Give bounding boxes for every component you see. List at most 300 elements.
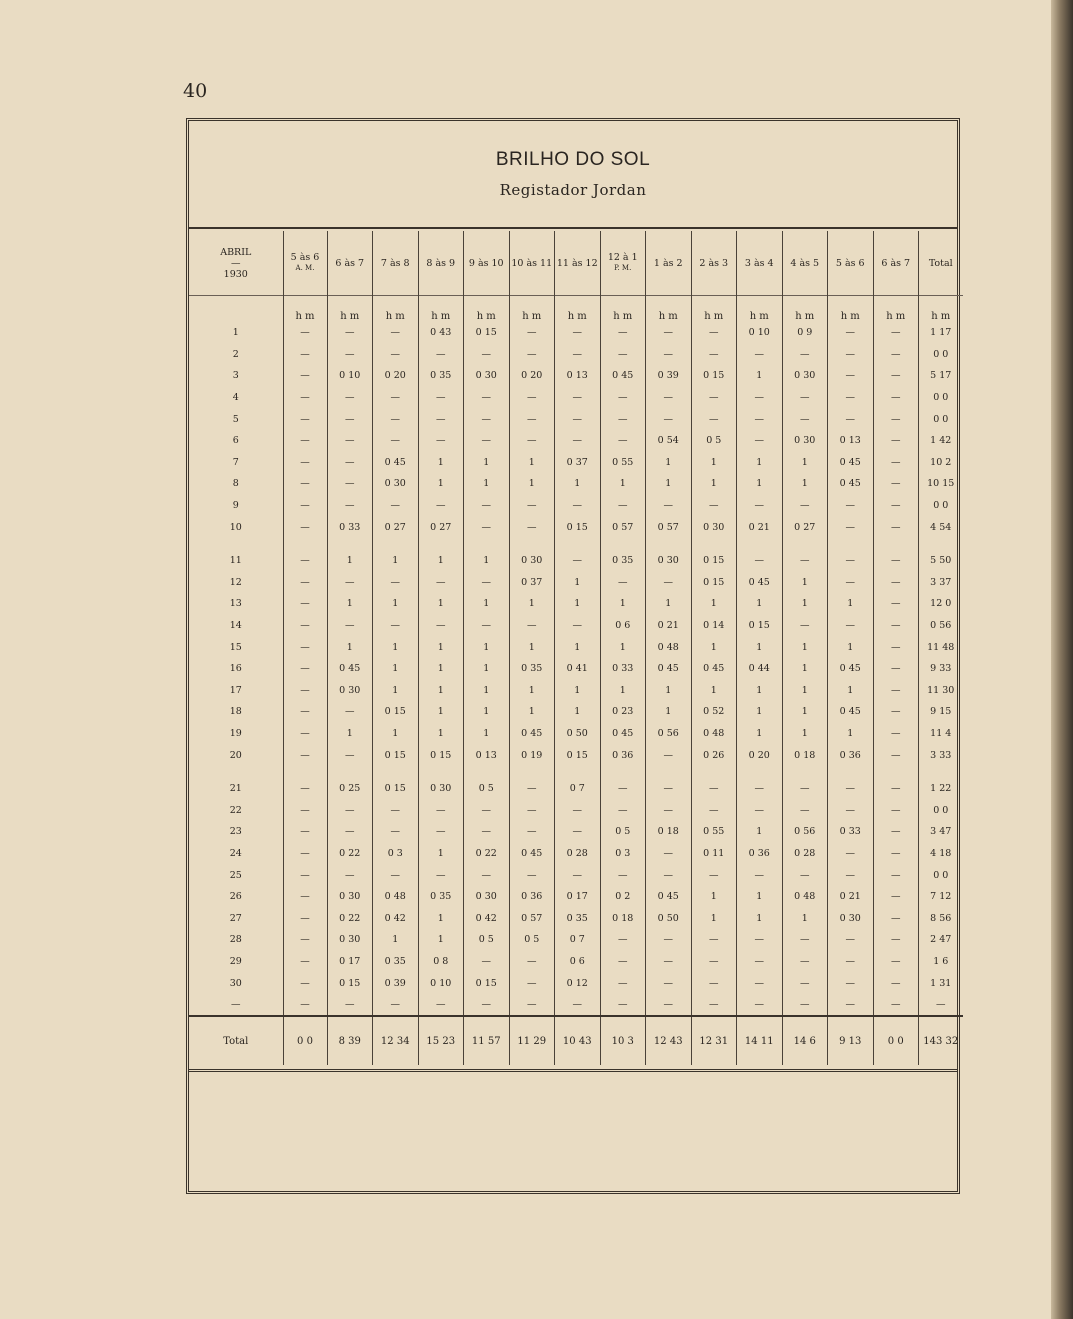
spacer-cell — [464, 766, 510, 778]
spacer-cell — [919, 766, 963, 778]
value-cell: 11 30 — [919, 680, 963, 702]
table-row — [189, 550, 963, 572]
column-header-label: 10 às 11 — [511, 257, 553, 269]
value-cell: — — [691, 972, 737, 994]
total-cell: 143 32 — [919, 1016, 963, 1065]
value-cell: — — [418, 864, 464, 886]
value-cell: 1 — [691, 452, 737, 474]
value-cell: 0 30 — [828, 907, 874, 929]
column-header — [646, 231, 692, 296]
unit-label: h m — [464, 296, 510, 323]
value-cell: — — [509, 344, 555, 366]
value-cell: 0 45 — [509, 843, 555, 865]
value-cell: — — [828, 864, 874, 886]
value-cell: 1 22 — [919, 778, 963, 800]
table-row — [189, 452, 963, 474]
value-cell: 1 — [600, 473, 646, 495]
day-cell: — — [231, 999, 241, 1011]
value-cell: 1 — [782, 723, 828, 745]
value-cell: — — [737, 929, 783, 951]
value-cell: 1 — [373, 680, 419, 702]
value-cell: 0 22 — [464, 843, 510, 865]
value-cell: 1 — [418, 473, 464, 495]
table-row — [189, 572, 963, 594]
value-cell: 0 0 — [919, 408, 963, 430]
value-cell: 0 56 — [919, 615, 963, 637]
value-cell: 1 — [646, 701, 692, 723]
day-cell: 5 — [232, 413, 239, 425]
value-cell: 1 — [782, 680, 828, 702]
value-cell: 0 2 — [600, 886, 646, 908]
value-cell: — — [782, 799, 828, 821]
value-cell: 1 — [737, 636, 783, 658]
value-cell: — — [873, 636, 919, 658]
value-cell: — — [373, 322, 419, 344]
value-cell: 10 15 — [919, 473, 963, 495]
column-header — [782, 231, 828, 296]
value-cell: 1 — [737, 723, 783, 745]
value-cell: — — [373, 821, 419, 843]
day-cell: 3 — [232, 370, 239, 382]
value-cell: 0 0 — [919, 495, 963, 517]
value-cell: — — [873, 864, 919, 886]
value-cell: 0 0 — [919, 344, 963, 366]
value-cell: — — [828, 799, 874, 821]
value-cell: — — [600, 972, 646, 994]
total-cell: 9 13 — [828, 1016, 874, 1065]
value-cell: 0 45 — [646, 886, 692, 908]
total-cell: 0 0 — [873, 1016, 919, 1065]
value-cell: — — [600, 864, 646, 886]
value-cell: 1 — [373, 593, 419, 615]
value-cell: 0 33 — [327, 516, 373, 538]
value-cell: — — [555, 430, 601, 452]
value-cell: — — [782, 994, 828, 1017]
total-cell: 8 39 — [327, 1016, 373, 1065]
value-cell: — — [509, 408, 555, 430]
value-cell: — — [327, 572, 373, 594]
value-cell: — — [418, 821, 464, 843]
total-cell: 10 3 — [600, 1016, 646, 1065]
value-cell: 3 33 — [919, 744, 963, 766]
value-cell: — — [509, 516, 555, 538]
value-cell: 1 — [691, 473, 737, 495]
column-header-sub: A. M. — [295, 264, 315, 272]
value-cell: — — [737, 778, 783, 800]
value-cell: — — [782, 615, 828, 637]
page-number: 40 — [183, 80, 208, 102]
table-row — [189, 951, 963, 973]
total-cell: 12 31 — [691, 1016, 737, 1065]
value-cell: 0 48 — [782, 886, 828, 908]
value-cell: 0 45 — [509, 723, 555, 745]
value-cell: 1 — [464, 452, 510, 474]
value-cell: 1 — [464, 550, 510, 572]
value-cell: — — [646, 322, 692, 344]
spacer-cell — [782, 766, 828, 778]
column-header-label: 11 às 12 — [556, 257, 598, 269]
value-cell: — — [555, 387, 601, 409]
value-cell: — — [555, 322, 601, 344]
day-cell: 11 — [229, 555, 242, 567]
value-cell: — — [283, 473, 327, 495]
value-cell: 0 45 — [373, 452, 419, 474]
spacer-cell — [555, 538, 601, 550]
value-cell: 0 44 — [737, 658, 783, 680]
value-cell: 0 20 — [509, 365, 555, 387]
day-cell: 28 — [229, 934, 242, 946]
column-header-label: 7 às 8 — [380, 257, 410, 269]
value-cell: 0 35 — [509, 658, 555, 680]
value-cell: 0 27 — [418, 516, 464, 538]
value-cell: 0 17 — [555, 886, 601, 908]
value-cell: — — [373, 615, 419, 637]
table-row — [189, 408, 963, 430]
day-cell: 27 — [229, 912, 242, 924]
value-cell: 4 54 — [919, 516, 963, 538]
value-cell: 0 0 — [919, 799, 963, 821]
page-subtitle: Registador Jordan — [499, 181, 647, 199]
value-cell: — — [691, 929, 737, 951]
value-cell: — — [283, 615, 327, 637]
unit-label: h m — [509, 296, 555, 323]
value-cell: 1 — [373, 723, 419, 745]
table-row — [189, 516, 963, 538]
value-cell: — — [509, 972, 555, 994]
day-cell: 2 — [232, 348, 239, 360]
value-cell: — — [782, 550, 828, 572]
value-cell: 1 — [828, 680, 874, 702]
value-cell: 1 — [418, 452, 464, 474]
value-cell: — — [737, 430, 783, 452]
spacer-cell — [828, 538, 874, 550]
value-cell: — — [327, 452, 373, 474]
month-label: ABRIL — [220, 246, 252, 258]
value-cell: — — [873, 799, 919, 821]
value-cell: 1 — [555, 701, 601, 723]
value-cell: 0 10 — [737, 322, 783, 344]
value-cell: — — [737, 550, 783, 572]
value-cell: — — [464, 864, 510, 886]
spacer-cell — [919, 538, 963, 550]
value-cell: 0 50 — [646, 907, 692, 929]
value-cell: — — [782, 408, 828, 430]
value-cell: 0 42 — [464, 907, 510, 929]
value-cell: 2 47 — [919, 929, 963, 951]
spacer-cell — [691, 538, 737, 550]
value-cell: — — [737, 972, 783, 994]
value-cell: — — [327, 430, 373, 452]
value-cell: — — [464, 994, 510, 1017]
value-cell: 0 36 — [509, 886, 555, 908]
value-cell: — — [691, 344, 737, 366]
day-cell: 14 — [229, 620, 242, 632]
table-row — [189, 430, 963, 452]
value-cell: 1 — [327, 636, 373, 658]
value-cell: — — [509, 951, 555, 973]
value-cell: 1 — [828, 636, 874, 658]
value-cell: — — [691, 778, 737, 800]
day-cell: 26 — [229, 891, 242, 903]
unit-label: h m — [373, 296, 419, 323]
value-cell: — — [418, 495, 464, 517]
day-cell: 16 — [229, 663, 242, 675]
table-row — [189, 658, 963, 680]
sunshine-table — [189, 231, 963, 1065]
value-cell: 0 15 — [373, 778, 419, 800]
total-cell: 12 34 — [373, 1016, 419, 1065]
value-cell: — — [418, 387, 464, 409]
value-cell: 0 19 — [509, 744, 555, 766]
value-cell: 1 — [555, 680, 601, 702]
table-row — [189, 864, 963, 886]
value-cell: 0 56 — [782, 821, 828, 843]
value-cell: — — [873, 821, 919, 843]
column-header — [873, 231, 919, 296]
value-cell: 0 30 — [782, 430, 828, 452]
value-cell: 1 — [782, 452, 828, 474]
value-cell: — — [828, 495, 874, 517]
value-cell: — — [691, 994, 737, 1017]
spacer-cell — [189, 766, 283, 778]
value-cell: 3 37 — [919, 572, 963, 594]
value-cell: 0 28 — [555, 843, 601, 865]
value-cell: — — [873, 972, 919, 994]
value-cell: — — [283, 972, 327, 994]
day-cell: 21 — [229, 783, 242, 795]
value-cell: — — [873, 843, 919, 865]
table-row — [189, 387, 963, 409]
value-cell: 1 — [691, 636, 737, 658]
value-cell: 1 17 — [919, 322, 963, 344]
value-cell: — — [691, 322, 737, 344]
value-cell: — — [283, 365, 327, 387]
book-spine — [1051, 0, 1073, 1319]
value-cell: 0 45 — [828, 452, 874, 474]
column-header — [828, 231, 874, 296]
value-cell: — — [373, 344, 419, 366]
value-cell: — — [691, 799, 737, 821]
value-cell: — — [509, 778, 555, 800]
value-cell: 1 — [737, 701, 783, 723]
value-cell: — — [600, 408, 646, 430]
value-cell: — — [283, 322, 327, 344]
value-cell: — — [828, 615, 874, 637]
value-cell: 1 — [327, 723, 373, 745]
value-cell: — — [646, 387, 692, 409]
value-cell: 1 — [327, 550, 373, 572]
value-cell: — — [509, 387, 555, 409]
value-cell: — — [283, 799, 327, 821]
value-cell: — — [327, 615, 373, 637]
value-cell: — — [327, 994, 373, 1017]
value-cell: 3 47 — [919, 821, 963, 843]
title-divider — [189, 227, 957, 229]
value-cell: 1 — [373, 929, 419, 951]
day-cell: 17 — [229, 684, 242, 696]
spacer-cell — [418, 538, 464, 550]
value-cell: — — [828, 929, 874, 951]
column-header-label: 1 às 2 — [653, 257, 683, 269]
value-cell: — — [509, 864, 555, 886]
column-header — [737, 231, 783, 296]
value-cell: — — [873, 929, 919, 951]
value-cell: — — [283, 572, 327, 594]
value-cell: — — [327, 322, 373, 344]
value-cell: — — [464, 344, 510, 366]
value-cell: — — [873, 951, 919, 973]
column-header-label: 4 às 5 — [790, 257, 820, 269]
total-cell: 14 11 — [737, 1016, 783, 1065]
unit-label: h m — [418, 296, 464, 323]
day-cell: 25 — [229, 869, 242, 881]
value-cell: — — [646, 344, 692, 366]
value-cell: 1 — [691, 593, 737, 615]
value-cell: 1 — [464, 593, 510, 615]
value-cell: — — [873, 387, 919, 409]
value-cell: 0 0 — [919, 387, 963, 409]
lower-divider — [189, 1069, 957, 1072]
value-cell: 1 — [737, 593, 783, 615]
unit-label: h m — [919, 296, 963, 323]
value-cell: 1 — [782, 572, 828, 594]
value-cell: — — [509, 430, 555, 452]
column-header — [919, 231, 963, 296]
value-cell: — — [737, 951, 783, 973]
value-cell: 0 10 — [418, 972, 464, 994]
spacer-cell — [418, 766, 464, 778]
value-cell: — — [737, 495, 783, 517]
unit-label: h m — [283, 296, 327, 323]
value-cell: 1 — [782, 593, 828, 615]
value-cell: — — [464, 799, 510, 821]
value-cell: 1 — [691, 680, 737, 702]
value-cell: 0 57 — [646, 516, 692, 538]
value-cell: 0 15 — [555, 516, 601, 538]
value-cell: 0 30 — [782, 365, 828, 387]
value-cell: — — [283, 843, 327, 865]
value-cell: 0 15 — [691, 365, 737, 387]
value-cell: 0 0 — [919, 864, 963, 886]
value-cell: 0 15 — [555, 744, 601, 766]
column-header-label: 6 às 7 — [881, 257, 911, 269]
value-cell: 0 18 — [782, 744, 828, 766]
value-cell: — — [509, 495, 555, 517]
value-cell: 1 — [418, 907, 464, 929]
value-cell: 1 — [646, 680, 692, 702]
value-cell: — — [600, 951, 646, 973]
day-cell: 19 — [229, 727, 242, 739]
day-cell: 30 — [229, 977, 242, 989]
value-cell: 1 — [418, 593, 464, 615]
column-header — [691, 231, 737, 296]
column-header-label: 5 às 6 — [835, 257, 865, 269]
value-cell: 0 45 — [600, 365, 646, 387]
value-cell: 1 — [737, 452, 783, 474]
value-cell: — — [327, 387, 373, 409]
value-cell: — — [646, 843, 692, 865]
value-cell: 0 45 — [828, 473, 874, 495]
value-cell: — — [600, 929, 646, 951]
value-cell: — — [873, 452, 919, 474]
value-cell: — — [464, 516, 510, 538]
value-cell: — — [283, 636, 327, 658]
value-cell: 0 37 — [555, 452, 601, 474]
day-cell: 24 — [229, 847, 242, 859]
unit-row-blank — [189, 296, 283, 323]
value-cell: — — [555, 408, 601, 430]
table-row — [189, 701, 963, 723]
value-cell: 1 — [646, 593, 692, 615]
value-cell: 0 36 — [737, 843, 783, 865]
value-cell: 1 — [418, 680, 464, 702]
value-cell: — — [327, 344, 373, 366]
value-cell: 1 — [737, 680, 783, 702]
value-cell: 0 15 — [464, 972, 510, 994]
month-header — [189, 231, 283, 296]
column-header-label: 9 às 10 — [468, 257, 504, 269]
total-cell: 15 23 — [418, 1016, 464, 1065]
header-row — [189, 231, 963, 296]
value-cell: 0 25 — [327, 778, 373, 800]
value-cell: 0 15 — [691, 550, 737, 572]
value-cell: 1 — [464, 701, 510, 723]
value-cell: 1 — [691, 886, 737, 908]
value-cell: — — [283, 994, 327, 1017]
table-row — [189, 322, 963, 344]
value-cell: — — [691, 387, 737, 409]
value-cell: — — [919, 994, 963, 1017]
value-cell: 0 45 — [828, 658, 874, 680]
value-cell: 1 — [509, 593, 555, 615]
value-cell: 1 — [464, 680, 510, 702]
value-cell: — — [600, 799, 646, 821]
value-cell: — — [509, 322, 555, 344]
value-cell: 0 18 — [646, 821, 692, 843]
value-cell: — — [283, 951, 327, 973]
value-cell: 0 36 — [828, 744, 874, 766]
value-cell: 11 4 — [919, 723, 963, 745]
spacer-cell — [373, 766, 419, 778]
unit-label: h m — [555, 296, 601, 323]
value-cell: 0 5 — [509, 929, 555, 951]
value-cell: 0 52 — [691, 701, 737, 723]
value-cell: 0 14 — [691, 615, 737, 637]
value-cell: — — [283, 550, 327, 572]
value-cell: 1 — [737, 907, 783, 929]
value-cell: — — [464, 408, 510, 430]
value-cell: 0 33 — [828, 821, 874, 843]
value-cell: 0 15 — [464, 322, 510, 344]
value-cell: 0 3 — [373, 843, 419, 865]
value-cell: 1 — [646, 473, 692, 495]
month-dash: — — [231, 257, 241, 269]
day-cell: 9 — [232, 500, 239, 512]
page-title: BRILHO DO SOL — [495, 149, 651, 170]
value-cell: — — [646, 799, 692, 821]
table-row — [189, 972, 963, 994]
total-cell: 12 43 — [646, 1016, 692, 1065]
value-cell: — — [418, 408, 464, 430]
day-cell: 29 — [229, 955, 242, 967]
value-cell: 0 55 — [600, 452, 646, 474]
value-cell: 0 13 — [464, 744, 510, 766]
table-row — [189, 799, 963, 821]
value-cell: — — [873, 744, 919, 766]
value-cell: 1 — [737, 473, 783, 495]
value-cell: 1 — [737, 886, 783, 908]
value-cell: — — [418, 615, 464, 637]
